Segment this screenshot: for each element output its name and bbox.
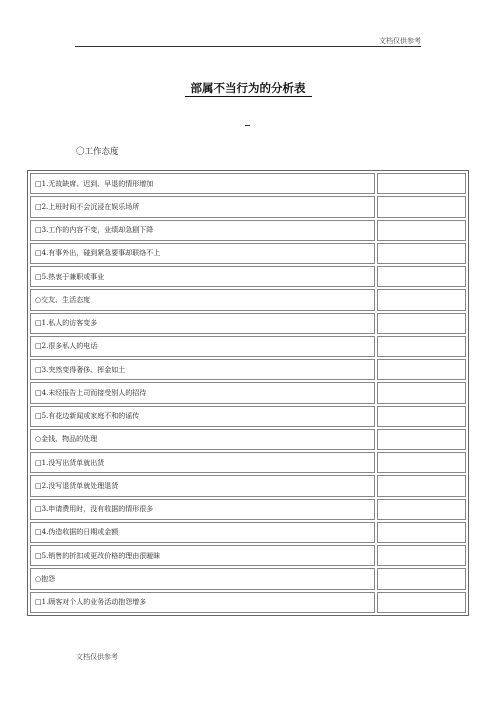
table-row (30, 243, 466, 264)
row-answer-cell[interactable] (377, 452, 466, 473)
row-item-text: □3.申请费用时，没有收据的情形很多 (30, 499, 375, 520)
row-item-text: □4.伪造收据的日期或金额 (30, 522, 375, 543)
row-item-text: □5.热衷于兼职或事业 (30, 266, 375, 287)
row-item-text: ○金钱、物品的处理 (30, 429, 375, 450)
table-row (30, 313, 466, 334)
row-answer-cell[interactable] (377, 545, 466, 566)
row-answer-cell[interactable] (377, 592, 466, 613)
section-heading: 〇工作态度 (76, 147, 119, 157)
row-answer-cell[interactable] (377, 220, 466, 241)
row-answer-cell[interactable] (377, 266, 466, 287)
row-answer-cell[interactable] (377, 359, 466, 380)
table-row (30, 336, 466, 357)
row-answer-cell[interactable] (377, 406, 466, 427)
row-item-text: □1.私人的访客变多 (30, 313, 375, 334)
analysis-table (27, 170, 469, 616)
table-row (30, 173, 466, 194)
row-answer-cell[interactable] (377, 568, 466, 589)
table-row (30, 196, 466, 217)
analysis-table-body (30, 173, 466, 613)
table-row (30, 545, 466, 566)
row-answer-cell[interactable] (377, 429, 466, 450)
small-dash-mark (245, 125, 250, 126)
row-answer-cell[interactable] (377, 289, 466, 310)
table-row (30, 475, 466, 496)
footer-note: 文档仅供参考 (76, 653, 118, 661)
header-note: 文档仅供参考 (379, 37, 421, 45)
row-item-text: ○交友、生活态度 (30, 289, 375, 310)
page-title-text: 部属不当行为的分析表 (185, 81, 312, 97)
header-rule (75, 46, 421, 47)
row-item-text: □5.销售的折扣或更改价格的理由很暧昧 (30, 545, 375, 566)
table-row (30, 406, 466, 427)
table-row (30, 592, 466, 613)
table-row (30, 359, 466, 380)
row-item-text: □3.突然变得奢侈、挥金如土 (30, 359, 375, 380)
row-item-text: □2.很多私人的电话 (30, 336, 375, 357)
table-row (30, 499, 466, 520)
table-row (30, 266, 466, 287)
table-row (30, 382, 466, 403)
row-item-text: □2.没写退货单就处理退货 (30, 475, 375, 496)
row-answer-cell[interactable] (377, 499, 466, 520)
row-item-text: ○抱怨 (30, 568, 375, 589)
table-row (30, 452, 466, 473)
row-answer-cell[interactable] (377, 196, 466, 217)
row-answer-cell[interactable] (377, 522, 466, 543)
table-row (30, 289, 466, 310)
row-item-text: □4.有事外出，碰到紧急要事却联络不上 (30, 243, 375, 264)
page-title (0, 80, 496, 96)
row-item-text: □2.上班时间不会沉浸在娱乐场所 (30, 196, 375, 217)
table-row (30, 522, 466, 543)
row-item-text: □3.工作的内容不变，业绩却急剧下降 (30, 220, 375, 241)
row-answer-cell[interactable] (377, 336, 466, 357)
row-answer-cell[interactable] (377, 475, 466, 496)
row-answer-cell[interactable] (377, 313, 466, 334)
row-item-text: □1.没写出货单就出货 (30, 452, 375, 473)
table-row (30, 429, 466, 450)
table-row (30, 220, 466, 241)
table-row (30, 568, 466, 589)
row-answer-cell[interactable] (377, 243, 466, 264)
row-answer-cell[interactable] (377, 173, 466, 194)
row-item-text: □1.无故缺席、迟到、早退的情形增加 (30, 173, 375, 194)
row-item-text: □4.未经报告上司而接受别人的招待 (30, 382, 375, 403)
row-item-text: □5.有花边新闻或家庭不和的谣传 (30, 406, 375, 427)
row-answer-cell[interactable] (377, 382, 466, 403)
row-item-text: □1.顾客对个人的业务活动抱怨增多 (30, 592, 375, 613)
